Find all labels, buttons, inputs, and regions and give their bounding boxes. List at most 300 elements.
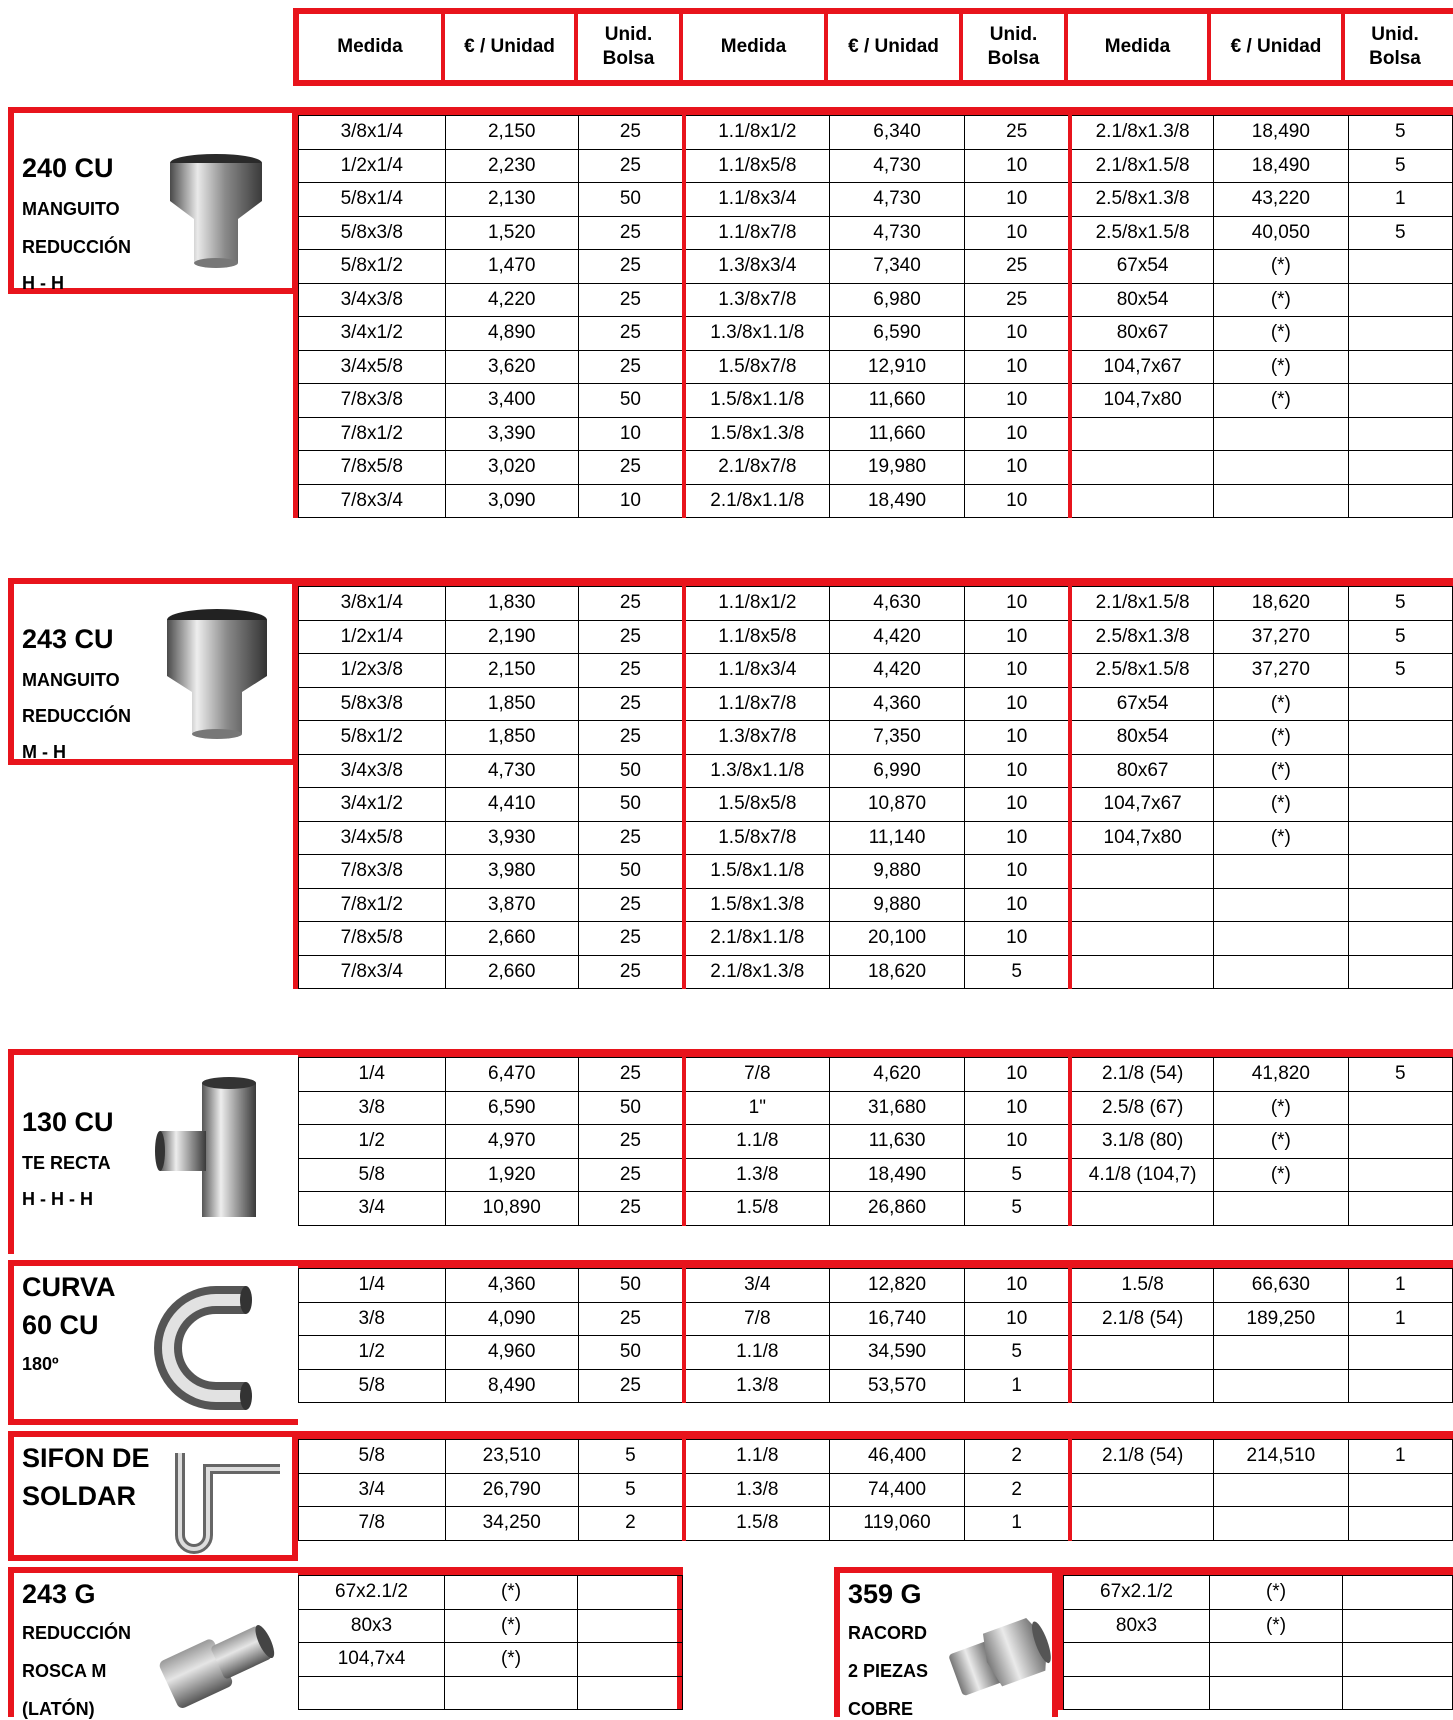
table-cell: (*) <box>445 1609 578 1643</box>
table-cell: 4,730 <box>829 149 964 183</box>
table-cell: 2,660 <box>445 955 578 989</box>
table-cell: 1/2x1/4 <box>299 149 446 183</box>
table-cell: 3/8x1/4 <box>299 587 446 621</box>
table-cell: 20,100 <box>829 922 964 956</box>
table-cell: 5/8x3/8 <box>299 216 446 250</box>
table-cell <box>1348 417 1452 451</box>
table-cell: 2.1/8 (54) <box>1070 1302 1213 1336</box>
table-row <box>299 116 1453 150</box>
table-curva-60-cu <box>293 1260 1453 1403</box>
table-cell: 25 <box>578 1369 683 1403</box>
table-cell: 10 <box>965 484 1070 518</box>
table-cell: 1.5/8 <box>684 1192 830 1226</box>
table-cell: 18,490 <box>1214 149 1348 183</box>
threaded-reducer-icon <box>154 1609 284 1719</box>
table-cell <box>1070 888 1213 922</box>
table-cell <box>1070 484 1213 518</box>
table-cell: 31,680 <box>829 1091 964 1125</box>
table-cell: 10 <box>965 183 1070 217</box>
table-cell <box>1348 1125 1452 1159</box>
table-cell: 7,340 <box>829 250 964 284</box>
table-cell <box>1348 888 1452 922</box>
table-cell: 10 <box>965 721 1070 755</box>
table-cell: 12,820 <box>829 1269 964 1303</box>
table-cell: 2 <box>965 1440 1070 1474</box>
table-cell: 104,7x80 <box>1070 821 1213 855</box>
product-name: TE RECTA <box>22 1153 111 1173</box>
tee-fitting-icon <box>154 1075 274 1225</box>
table-cell: 1/2x3/8 <box>299 654 446 688</box>
table-cell: 80x3 <box>1064 1609 1210 1643</box>
table-243-g <box>293 1567 683 1710</box>
table-cell: 4,970 <box>445 1125 578 1159</box>
table-row <box>299 821 1453 855</box>
table-cell <box>1070 1336 1213 1370</box>
table-cell <box>1214 888 1348 922</box>
table-row <box>299 1676 683 1710</box>
reducer-sleeve-icon <box>162 606 272 741</box>
table-cell <box>1348 1192 1452 1226</box>
table-cell: 2.1/8x1.3/8 <box>1070 116 1213 150</box>
table-cell: 6,590 <box>829 317 964 351</box>
table-cell <box>1348 1336 1452 1370</box>
table-cell: 1.5/8x7/8 <box>684 821 830 855</box>
table-cell: 1.1/8 <box>684 1440 830 1474</box>
table-cell: 25 <box>578 922 683 956</box>
table-cell <box>1214 484 1348 518</box>
table-cell: 3/8 <box>299 1302 446 1336</box>
table-row <box>299 1058 1453 1092</box>
product-name: CURVA <box>22 1272 116 1302</box>
table-cell: 37,270 <box>1214 620 1348 654</box>
table-row <box>299 1269 1453 1303</box>
table-cell <box>1214 1507 1348 1541</box>
table-cell: 1.1/8x7/8 <box>684 687 830 721</box>
table-cell: 10 <box>965 922 1070 956</box>
table-row <box>299 754 1453 788</box>
table-cell: 4,360 <box>445 1269 578 1303</box>
table-cell: 1.1/8 <box>684 1125 830 1159</box>
table-cell: 3/4x3/8 <box>299 754 446 788</box>
table-cell: 41,820 <box>1214 1058 1348 1092</box>
table-cell: 25 <box>578 350 683 384</box>
table-cell: (*) <box>1210 1576 1343 1610</box>
table-cell: 1/2 <box>299 1125 446 1159</box>
table-cell <box>1348 317 1452 351</box>
table-cell: 10 <box>965 384 1070 418</box>
header-units-3: Unid. Bolsa <box>1369 24 1421 69</box>
table-row <box>299 721 1453 755</box>
table-cell: 43,220 <box>1214 183 1348 217</box>
table-cell: 5 <box>578 1473 683 1507</box>
table-cell: 1.3/8x3/4 <box>684 250 830 284</box>
siphon-trap-icon <box>162 1445 292 1555</box>
table-cell: 80x67 <box>1070 754 1213 788</box>
table-cell: 1.3/8 <box>684 1369 830 1403</box>
table-row <box>299 1609 683 1643</box>
table-cell: 104,7x67 <box>1070 350 1213 384</box>
table-cell <box>1214 451 1348 485</box>
table-cell: 18,620 <box>1214 587 1348 621</box>
table-cell: 66,630 <box>1214 1269 1348 1303</box>
table-cell: 10 <box>965 855 1070 889</box>
table-row <box>299 384 1453 418</box>
table-359-g <box>1058 1567 1453 1710</box>
label-243-g <box>8 1567 298 1717</box>
table-cell: 1,850 <box>445 687 578 721</box>
table-cell: 7/8x3/4 <box>299 955 446 989</box>
table-cell: 1,520 <box>445 216 578 250</box>
table-cell: (*) <box>1210 1609 1343 1643</box>
table-cell: 10 <box>965 1091 1070 1125</box>
table-cell: 4.1/8 (104,7) <box>1070 1158 1213 1192</box>
product-type: REDUCCIÓN <box>22 1623 132 1643</box>
table-cell: 5 <box>965 1158 1070 1192</box>
table-cell: (*) <box>1214 384 1348 418</box>
table-row <box>299 283 1453 317</box>
table-cell <box>1064 1676 1210 1710</box>
table-cell: 1" <box>684 1091 830 1125</box>
table-cell: 9,880 <box>829 888 964 922</box>
table-cell <box>1214 1369 1348 1403</box>
table-cell: 1.5/8x1.1/8 <box>684 855 830 889</box>
table-cell: 189,250 <box>1214 1302 1348 1336</box>
table-cell: 1/2 <box>299 1336 446 1370</box>
label-curva-60-cu <box>8 1260 298 1425</box>
table-cell: 3/4x5/8 <box>299 821 446 855</box>
table-cell <box>1070 922 1213 956</box>
table-cell: 67x54 <box>1070 687 1213 721</box>
table-cell: 5/8x1/2 <box>299 250 446 284</box>
table-cell: 6,340 <box>829 116 964 150</box>
table-cell: 1.5/8x5/8 <box>684 788 830 822</box>
table-cell: 1 <box>1348 1269 1452 1303</box>
table-cell <box>1348 1369 1452 1403</box>
table-row <box>299 955 1453 989</box>
table-cell: 5 <box>965 1336 1070 1370</box>
data-table <box>298 115 1453 518</box>
table-cell: 104,7x4 <box>299 1643 445 1677</box>
table-cell <box>1348 451 1452 485</box>
header-units-2: Unid. Bolsa <box>963 14 1068 80</box>
table-cell: 50 <box>578 384 683 418</box>
table-row <box>299 620 1453 654</box>
table-cell: 3,930 <box>445 821 578 855</box>
table-cell: 5/8 <box>299 1158 446 1192</box>
table-cell <box>1348 1473 1452 1507</box>
table-cell: 3,870 <box>445 888 578 922</box>
header-price-3: € / Unidad <box>1211 14 1345 80</box>
table-cell: 2.1/8x1.5/8 <box>1070 587 1213 621</box>
table-cell: 4,730 <box>829 183 964 217</box>
table-cell: 1.1/8 <box>684 1336 830 1370</box>
table-cell: 2.1/8x1.3/8 <box>684 955 830 989</box>
table-cell: 5/8x1/2 <box>299 721 446 755</box>
table-row <box>299 350 1453 384</box>
table-cell: (*) <box>1214 1091 1348 1125</box>
table-cell <box>1214 417 1348 451</box>
table-cell: 11,660 <box>829 384 964 418</box>
table-cell: 2,660 <box>445 922 578 956</box>
table-row <box>299 1576 683 1610</box>
table-cell: 5/8x3/8 <box>299 687 446 721</box>
table-cell: 3/8 <box>299 1091 446 1125</box>
table-row <box>299 855 1453 889</box>
table-cell <box>1348 955 1452 989</box>
table-cell: 34,250 <box>445 1507 578 1541</box>
product-pieces: 2 PIEZAS <box>848 1661 929 1681</box>
table-cell: 5 <box>1348 149 1452 183</box>
table-cell: 7/8x3/4 <box>299 484 446 518</box>
product-code: 359 G <box>848 1579 922 1609</box>
table-cell: 10 <box>965 417 1070 451</box>
table-cell: 25 <box>578 587 683 621</box>
header-medida-1: Medida <box>299 14 445 80</box>
table-cell: 10 <box>965 620 1070 654</box>
table-row <box>299 1091 1453 1125</box>
table-cell <box>1064 1643 1210 1677</box>
table-cell: 25 <box>578 888 683 922</box>
table-cell: (*) <box>1214 317 1348 351</box>
table-cell <box>1070 855 1213 889</box>
table-cell: (*) <box>1214 1125 1348 1159</box>
table-cell: 3.1/8 (80) <box>1070 1125 1213 1159</box>
table-cell: 5/8x1/4 <box>299 183 446 217</box>
table-row <box>299 216 1453 250</box>
table-row <box>299 451 1453 485</box>
table-cell <box>1348 788 1452 822</box>
table-cell: 1,830 <box>445 587 578 621</box>
table-cell <box>1348 1158 1452 1192</box>
table-cell: 1 <box>1348 1440 1452 1474</box>
table-row <box>299 1473 1453 1507</box>
table-cell: 80x67 <box>1070 317 1213 351</box>
table-cell <box>1070 451 1213 485</box>
table-cell <box>1348 1507 1452 1541</box>
table-cell: 1.1/8x3/4 <box>684 654 830 688</box>
table-cell: (*) <box>445 1643 578 1677</box>
table-cell: 10 <box>578 484 683 518</box>
table-row <box>1064 1576 1453 1610</box>
product-type: REDUCCIÓN <box>22 706 132 726</box>
table-cell: 67x2.1/2 <box>299 1576 445 1610</box>
table-cell: 2,150 <box>445 654 578 688</box>
table-row <box>299 788 1453 822</box>
table-cell: 10,870 <box>829 788 964 822</box>
product-material: (LATÓN) <box>22 1699 95 1719</box>
table-row <box>1064 1676 1453 1710</box>
reducer-sleeve-icon <box>166 151 266 271</box>
table-cell <box>1348 922 1452 956</box>
table-cell: 1.1/8x5/8 <box>684 149 830 183</box>
table-cell: 1.3/8x7/8 <box>684 283 830 317</box>
table-cell: 1 <box>965 1507 1070 1541</box>
label-sifon-de-soldar <box>8 1431 298 1561</box>
table-cell <box>1348 283 1452 317</box>
table-cell: 2.5/8x1.3/8 <box>1070 620 1213 654</box>
table-cell: 5/8 <box>299 1440 446 1474</box>
table-cell: 1.1/8x3/4 <box>684 183 830 217</box>
table-cell: 50 <box>578 1269 683 1303</box>
product-code: 240 CU <box>22 153 114 183</box>
table-cell: 50 <box>578 754 683 788</box>
table-cell: 10 <box>965 587 1070 621</box>
table-row <box>299 922 1453 956</box>
table-cell: 50 <box>578 183 683 217</box>
table-cell: 1.1/8x7/8 <box>684 216 830 250</box>
table-cell: 6,990 <box>829 754 964 788</box>
table-cell: 1 <box>1348 1302 1452 1336</box>
table-cell <box>1348 821 1452 855</box>
table-cell: 10 <box>965 350 1070 384</box>
label-243-cu <box>8 578 298 765</box>
table-cell: 40,050 <box>1214 216 1348 250</box>
table-cell: 1.5/8 <box>684 1507 830 1541</box>
table-cell: 4,630 <box>829 587 964 621</box>
table-cell: 2.1/8x1.1/8 <box>684 484 830 518</box>
table-cell: 10 <box>965 317 1070 351</box>
table-cell: 67x2.1/2 <box>1064 1576 1210 1610</box>
table-cell: 6,980 <box>829 283 964 317</box>
product-thread: ROSCA M <box>22 1661 107 1681</box>
table-cell: 7/8 <box>684 1302 830 1336</box>
table-243-cu <box>293 578 1453 989</box>
table-cell: 4,890 <box>445 317 578 351</box>
table-cell: 4,730 <box>829 216 964 250</box>
table-cell: 10 <box>965 216 1070 250</box>
table-cell: 25 <box>578 116 683 150</box>
table-cell <box>578 1643 683 1677</box>
table-cell: 12,910 <box>829 350 964 384</box>
product-type: RACORD <box>848 1623 927 1643</box>
header-medida-3: Medida <box>1068 14 1211 80</box>
table-cell: 18,490 <box>829 484 964 518</box>
product-angle: 180º <box>22 1354 59 1374</box>
table-cell: 25 <box>578 250 683 284</box>
product-name: MANGUITO <box>22 199 120 219</box>
table-cell: 1.1/8x5/8 <box>684 620 830 654</box>
table-row <box>299 1336 1453 1370</box>
table-cell: 3,020 <box>445 451 578 485</box>
table-cell: 25 <box>578 955 683 989</box>
table-cell: 10 <box>965 1058 1070 1092</box>
table-cell: 1 <box>965 1369 1070 1403</box>
table-cell: 10 <box>965 149 1070 183</box>
table-cell <box>1210 1676 1343 1710</box>
table-cell: 7,350 <box>829 721 964 755</box>
table-cell: 5 <box>1348 1058 1452 1092</box>
table-row <box>299 1192 1453 1226</box>
product-name-line2: SOLDAR <box>22 1481 136 1511</box>
table-cell: 26,860 <box>829 1192 964 1226</box>
table-cell: 2,230 <box>445 149 578 183</box>
table-cell <box>1348 350 1452 384</box>
product-code: 243 G <box>22 1579 96 1609</box>
table-cell: 1.1/8x1/2 <box>684 587 830 621</box>
table-cell: 25 <box>578 687 683 721</box>
table-cell: 9,880 <box>829 855 964 889</box>
table-cell: 25 <box>578 1192 683 1226</box>
table-cell <box>1070 1507 1213 1541</box>
data-table <box>1063 1575 1453 1710</box>
table-cell: 2.5/8 (67) <box>1070 1091 1213 1125</box>
header-price-1: € / Unidad <box>445 14 578 80</box>
table-cell: 7/8 <box>299 1507 446 1541</box>
table-cell: 4,090 <box>445 1302 578 1336</box>
table-cell <box>1070 1369 1213 1403</box>
table-cell: 10 <box>965 1269 1070 1303</box>
table-cell: 1/2x1/4 <box>299 620 446 654</box>
table-cell: 5 <box>1348 216 1452 250</box>
table-cell <box>1343 1676 1453 1710</box>
table-row <box>299 1440 1453 1474</box>
table-cell: 7/8x5/8 <box>299 451 446 485</box>
table-cell: 7/8x1/2 <box>299 417 446 451</box>
label-359-g <box>834 1567 1058 1717</box>
table-cell: 53,570 <box>829 1369 964 1403</box>
table-cell: 1.3/8 <box>684 1158 830 1192</box>
table-cell: (*) <box>1214 687 1348 721</box>
table-cell: 25 <box>965 250 1070 284</box>
table-cell: (*) <box>1214 350 1348 384</box>
table-cell: 104,7x80 <box>1070 384 1213 418</box>
table-cell: 25 <box>578 1158 683 1192</box>
table-cell: 50 <box>578 1336 683 1370</box>
table-cell: 2,190 <box>445 620 578 654</box>
table-cell: 18,620 <box>829 955 964 989</box>
table-cell: 11,140 <box>829 821 964 855</box>
table-cell <box>578 1676 683 1710</box>
label-130-cu <box>8 1049 298 1254</box>
table-cell: 3/4x1/2 <box>299 788 446 822</box>
table-cell: 3/4 <box>684 1269 830 1303</box>
table-cell: (*) <box>1214 788 1348 822</box>
table-row <box>299 1125 1453 1159</box>
table-cell: (*) <box>1214 754 1348 788</box>
table-row <box>299 317 1453 351</box>
data-table <box>298 1268 1453 1403</box>
table-cell: 11,630 <box>829 1125 964 1159</box>
table-cell: 10,890 <box>445 1192 578 1226</box>
table-cell: 50 <box>578 788 683 822</box>
table-cell: 25 <box>578 1058 683 1092</box>
table-cell <box>1070 417 1213 451</box>
table-row <box>299 1643 683 1677</box>
table-cell <box>1348 1091 1452 1125</box>
u-bend-icon <box>146 1278 266 1413</box>
table-cell: 25 <box>578 1302 683 1336</box>
table-cell: 5 <box>1348 587 1452 621</box>
table-cell: (*) <box>1214 250 1348 284</box>
table-cell: 25 <box>578 654 683 688</box>
table-cell: 7/8x1/2 <box>299 888 446 922</box>
table-cell: 25 <box>578 216 683 250</box>
table-row <box>299 183 1453 217</box>
table-cell: 2.5/8x1.5/8 <box>1070 216 1213 250</box>
table-cell: 5 <box>965 1192 1070 1226</box>
table-row <box>299 250 1453 284</box>
table-cell: 1.5/8x1.3/8 <box>684 417 830 451</box>
product-name-line1: SIFON DE <box>22 1443 150 1473</box>
product-code: 60 CU <box>22 1310 99 1340</box>
table-cell: 2 <box>965 1473 1070 1507</box>
data-table <box>298 1057 1453 1226</box>
table-cell: 23,510 <box>445 1440 578 1474</box>
product-joint: H - H <box>22 273 64 293</box>
table-cell: 1.5/8x1.3/8 <box>684 888 830 922</box>
table-cell: 74,400 <box>829 1473 964 1507</box>
table-cell: 3,400 <box>445 384 578 418</box>
